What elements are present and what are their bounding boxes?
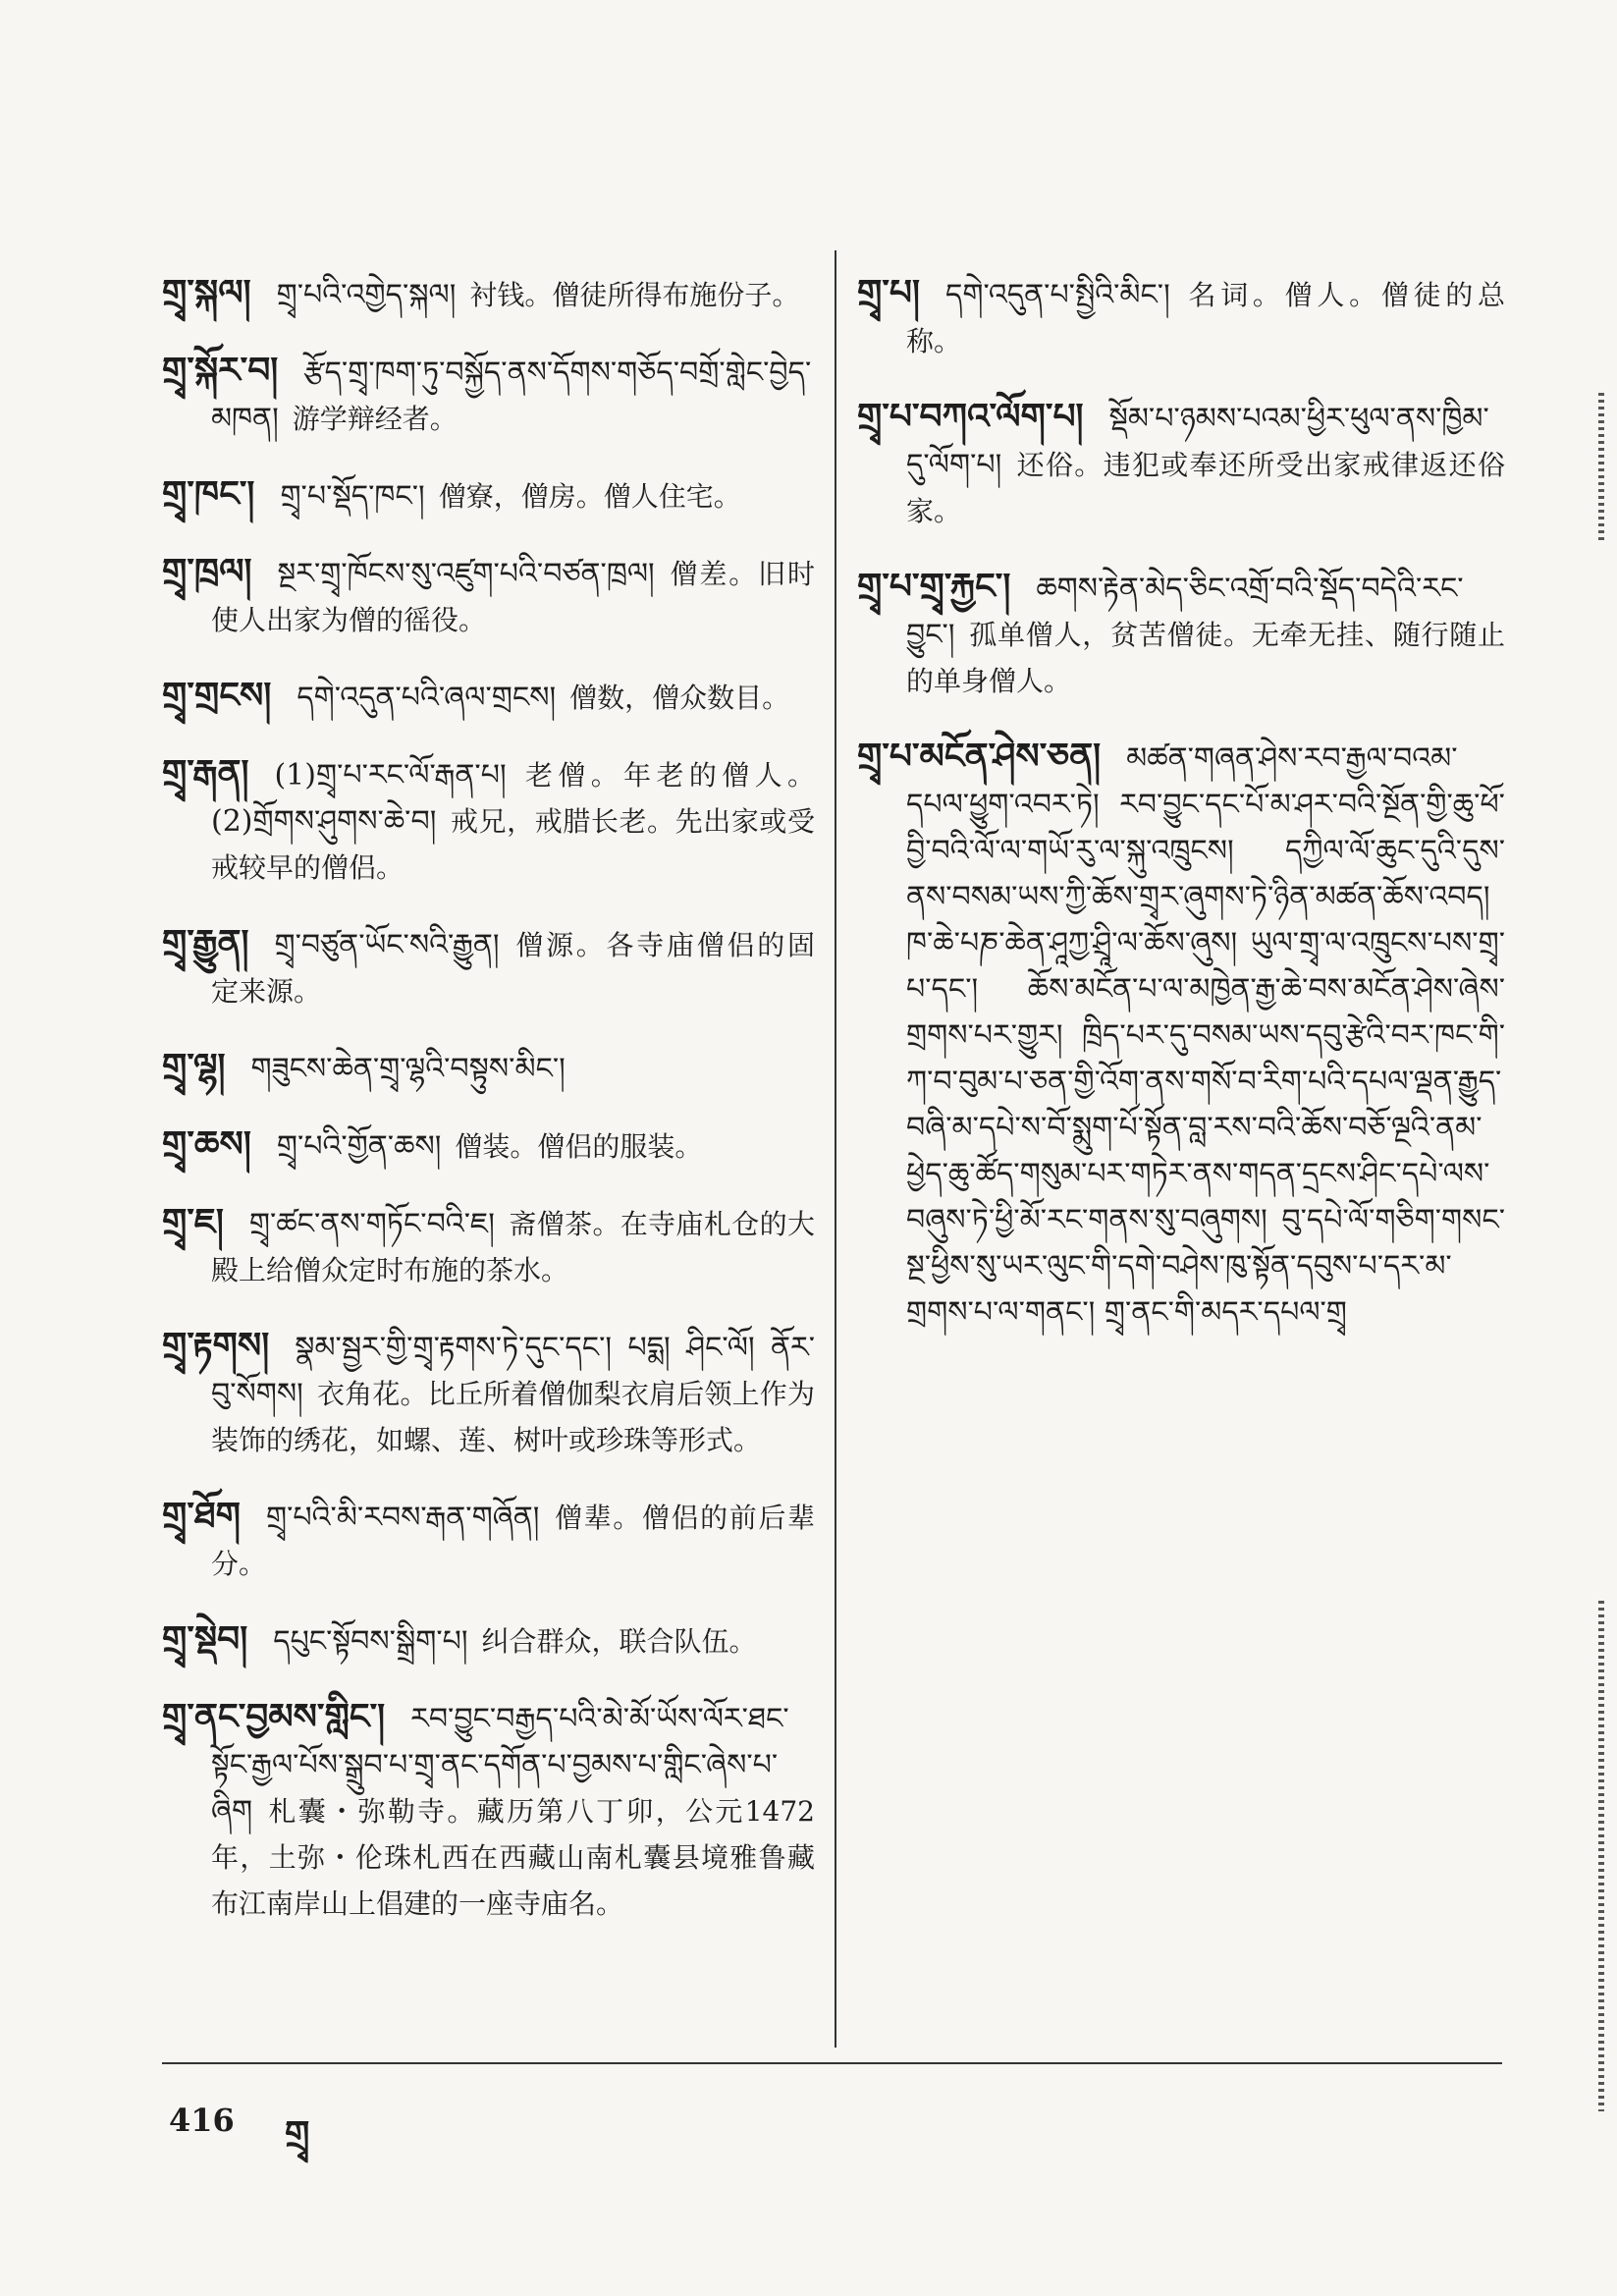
entry-chinese-gloss-2: 戒兄，戒腊长老。先出家或受戒较早的僧侣。 <box>211 805 815 884</box>
entry-chinese-gloss: 衣角花。比丘所着僧伽梨衣肩后领上作为装饰的绣花，如螺、莲、树叶或珍珠等形式。 <box>211 1378 815 1456</box>
dictionary-entry <box>162 1694 815 1927</box>
dictionary-entry <box>162 1493 815 1587</box>
entry-tibetan-definition: ཆགས་རྟེན་མེད་ཅིང་འགྲོ་བའི་སྡོད་བདེའི་རང་བྱུང་། <box>906 572 1464 652</box>
footer-rule <box>162 2062 1502 2064</box>
entry-tibetan-definition: དཔུང་སྟོབས་སྒྲིག་པ། <box>273 1624 468 1659</box>
entry-tibetan-definition: གཟུངས་ཆེན་གྲྭ་ལྷའི་བསྟུས་མིང་། <box>250 1052 566 1086</box>
entry-headword: གྲྭ་ཇ། <box>162 1201 224 1242</box>
entry-tibetan-definition: སྣམ་སྦྱར་གྱི་གྲྭ་རྟགས་ཏེ་དུང་དང་། པདྨ། ཤིང་ལོ། ནོར་བུ་སོགས། <box>211 1331 815 1411</box>
entry-headword: གྲྭ་སྐལ། <box>162 272 251 313</box>
entry-tibetan-definition: སྡོམ་པ་ཉམས་པའམ་ཕྱིར་ཕུལ་ནས་ཁྱིམ་དུ་ལོག་པ། <box>906 402 1489 482</box>
dictionary-entry <box>162 673 815 721</box>
entry-headword: གྲྭ་པ། <box>857 272 920 313</box>
entry-chinese-gloss: 名词。僧人。僧徒的总称。 <box>906 279 1505 357</box>
entry-headword: གྲྭ་སྐོར་བ། <box>162 350 279 391</box>
entry-tibetan-definition: སྔར་གྲྭ་ཁོངས་སུ་འཛུག་པའི་བཙན་ཁྲལ། <box>277 557 655 591</box>
entry-headword: གྲྭ་ཁང་། <box>162 473 255 515</box>
dictionary-entry <box>857 270 1505 364</box>
entry-tibetan-definition: དགེ་འདུན་པ་སྤྱིའི་མིང་། <box>944 278 1170 312</box>
dictionary-entry <box>162 1199 815 1293</box>
entry-chinese-gloss: 游学辩经者。 <box>292 403 458 435</box>
entry-headword: གྲྭ་ནང་བྱམས་གླིང་། <box>162 1696 386 1737</box>
dictionary-entry <box>162 471 815 519</box>
entry-headword: གྲྭ་པ་མངོན་ཤེས་ཅན། <box>857 736 1102 777</box>
entry-headword: གྲྭ་པ་གྲྭ་རྐྱང་། <box>857 566 1011 607</box>
entry-headword: གྲྭ་རྟགས། <box>162 1325 270 1366</box>
entry-chinese-gloss: 孤单僧人，贫苦僧徒。无牵无挂、随行随止的单身僧人。 <box>906 619 1505 697</box>
entry-tibetan-definition-2: (2)གྲོགས་ཤུགས་ཆེ་བ། <box>211 804 437 839</box>
edge-index-mark <box>1598 393 1604 540</box>
entry-headword: གྲྭ་ཁྲལ། <box>162 551 252 592</box>
entry-chinese-gloss: 纠合群众，联合队伍。 <box>481 1625 757 1658</box>
entry-chinese-gloss: 僧差。旧时使人出家为僧的徭役。 <box>211 558 815 636</box>
dictionary-entry <box>162 270 815 318</box>
entry-chinese-gloss: 衬钱。僧徒所得布施份子。 <box>469 279 800 311</box>
dictionary-entry <box>857 564 1505 704</box>
dictionary-entry <box>857 394 1505 534</box>
dictionary-entry <box>857 734 1505 1336</box>
entry-chinese-gloss: 僧辈。僧侣的前后辈分。 <box>211 1502 815 1580</box>
edge-index-mark <box>1598 1601 1604 2111</box>
dictionary-entry <box>162 1616 815 1665</box>
entry-chinese-gloss: 僧数，僧众数目。 <box>569 682 790 714</box>
entry-headword: གྲྭ་སྡེབ། <box>162 1618 248 1660</box>
dictionary-entry <box>162 549 815 643</box>
entry-chinese-gloss: 还俗。违犯或奉还所受出家戒律返还俗家。 <box>906 449 1505 527</box>
dictionary-entry <box>162 1044 815 1092</box>
running-head: གྲྭ <box>285 2113 310 2155</box>
entry-headword: གྲྭ་ཐོག <box>162 1495 241 1536</box>
page-number: 416 <box>169 2102 235 2139</box>
entry-tibetan-definition: (1)གྲྭ་པ་རང་ལོ་རྒན་པ། <box>274 758 507 793</box>
entry-chinese-gloss: 僧源。各寺庙僧侣的固定来源。 <box>211 929 815 1008</box>
right-column <box>857 241 1505 1343</box>
dictionary-entry <box>162 348 815 442</box>
entry-tibetan-definition: མཚན་གཞན་ཤེས་རབ་རྒྱལ་བའམ་དཔལ་ཕྱུག་འབར་ཏེ། རབ་བྱུང་དང་པོ་མ་ཤར་བའི་སྔོན་གྱི་ཆུ་ཕོ་བྱི་བའི་ལོ་ལ་གཡོ་རུ་ལ་སྐུ་འཁྲུངས། དཀྱིལ་ལོ་ཆུང་དུའི་དུས་ནས་བསམ་ཡས་ཀྱི་ཆོས་གྲྭར་ཞུགས་ཏེ་ཉིན་མཚན་ཆོས་འབད། ཁ་ཆེ་པཎ་ཆེན་ཤཱཀྱ་ཤྲཱི་ལ་ཆོས་ཞུས། ཡུལ་གྲྭ་ལ་འཁྲུངས་པས་གྲྭ་པ་དང་། ཆོས་མངོན་པ་ལ་མཁྱེན་རྒྱ་ཆེ་བས་མངོན་ཤེས་ཞེས་གྲགས་པར་གྱུར། ཁྲིད་པར་དུ་བསམ་ཡས་དབུ་རྩེའི་བར་ཁང་གི་ཀ་བ་བུམ་པ་ཅན་གྱི་འོག་ནས་གསོ་བ་རིག་པའི་དཔལ་ལྡན་རྒྱུད་བཞི་མ་དཔེ་ས་བོ་སྨུག་པོ་སྟོན་བླ་རས་བའི་ཆོས་བཅོ་ལྔའི་ནམ་ཕྱེད་ཆུ་ཚོད་གསུམ་པར་གཏེར་ནས་གདན་དྲངས་ཤིང་དཔེ་ལས་བཞུས་ཏེ་ཕྱི་མོ་རང་གནས་སུ་བཞུགས། བུ་དཔེ་ལོ་གཅིག་གསང་སྔ་ཕྱིས་སུ་ཡར་ལུང་གི་དགེ་བཤེས་ཁུ་སྟོན་དབུས་པ་དར་མ་གྲགས་པ་ལ་གནང་། གྲྭ་ནང་གི་མདར་དཔལ་གྲྭ <box>906 741 1505 1330</box>
entry-tibetan-definition: གྲྭ་ཚང་ནས་གཏོང་བའི་ཇ། <box>248 1207 495 1241</box>
entry-headword: གྲྭ་ལྷ། <box>162 1046 226 1087</box>
dictionary-entry <box>162 1323 815 1463</box>
entry-chinese-gloss: 老僧。年老的僧人。 <box>519 759 815 792</box>
dictionary-entry <box>162 920 815 1014</box>
entry-tibetan-definition: གྲྭ་པ་སྡོད་ཁང་། <box>280 479 425 514</box>
entry-tibetan-definition: གྲྭ་བཙུན་ཡོང་སའི་རྒྱུན། <box>274 928 500 962</box>
entry-tibetan-definition: རབ་བྱུང་བརྒྱད་པའི་མེ་མོ་ཡོས་ལོར་ཐང་སྟོང་རྒྱལ་པོས་སྒྲུབ་པ་གྲྭ་ནང་དགོན་པ་བྱམས་པ་གླིང་ཞེས་པ་ཞིག <box>211 1702 789 1829</box>
entry-tibetan-definition: གྲྭ་པའི་མི་རབས་རྒན་གཞོན། <box>266 1501 540 1535</box>
entry-headword: གྲྭ་ཆས། <box>162 1123 251 1165</box>
entry-tibetan-definition: རྩོད་གྲྭ་ཁག་ཏུ་བསྐྱོད་ནས་དོགས་གཅོད་བགྲོ་གླེང་བྱེད་མཁན། <box>211 355 812 436</box>
entry-headword: གྲྭ་གྲངས། <box>162 675 272 716</box>
left-column <box>162 241 815 1935</box>
entry-headword: གྲྭ་རྒན། <box>162 752 249 793</box>
dictionary-entry <box>162 750 815 891</box>
entry-headword: གྲྭ་པ་བཀའ་ལོག་པ། <box>857 396 1084 437</box>
entry-headword: གྲྭ་རྒྱུན། <box>162 922 249 963</box>
entry-chinese-gloss: 斋僧茶。在寺庙札仓的大殿上给僧众定时布施的茶水。 <box>211 1208 815 1286</box>
dictionary-entry <box>162 1121 815 1170</box>
entry-chinese-gloss: 僧寮，僧房。僧人住宅。 <box>438 480 741 513</box>
entry-tibetan-definition: གྲྭ་པའི་གྱོན་ཆས། <box>276 1129 442 1164</box>
entry-tibetan-definition: གྲྭ་པའི་འགྱེད་སྐལ། <box>276 278 457 312</box>
entry-chinese-gloss: 僧装。僧侣的服装。 <box>455 1130 703 1163</box>
entry-tibetan-definition: དགེ་འདུན་པའི་ཞལ་གྲངས། <box>296 681 557 715</box>
column-divider <box>835 250 836 2048</box>
entry-chinese-gloss: 札囊・弥勒寺。藏历第八丁卯，公元1472年，土弥・伦珠札西在西藏山南札囊县境雅鲁藏布江南岸山上倡建的一座寺庙名。 <box>211 1795 815 1920</box>
